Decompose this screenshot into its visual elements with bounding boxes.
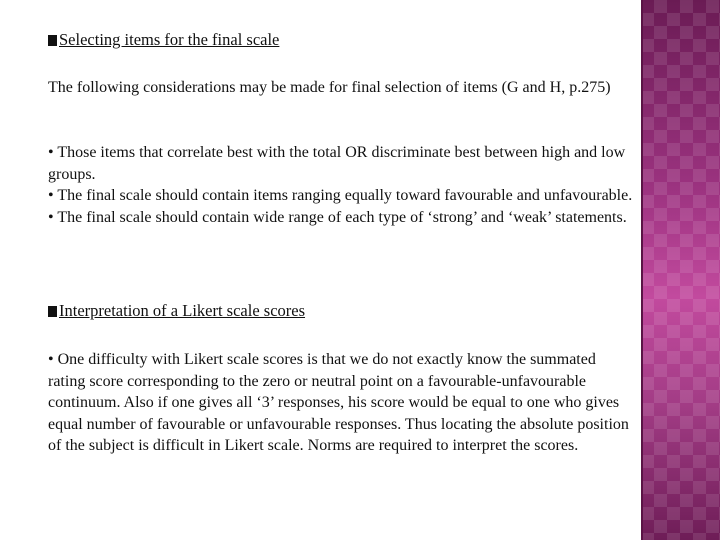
bullet-item: • Those items that correlate best with the total OR discriminate best between high and low groups.	[48, 144, 626, 183]
square-bullet-icon	[48, 306, 57, 317]
square-bullet-icon	[48, 35, 57, 46]
section1-bullet-list	[48, 142, 633, 228]
bullet-item: • The final scale should contain wide range of each type of ‘strong’ and ‘weak’ statements.	[48, 208, 627, 226]
decorative-sidebar	[641, 0, 720, 540]
section1-intro: The following considerations may be made for final selection of items (G and H, p.275)	[48, 79, 611, 96]
section1-heading-text: Selecting items for the final scale	[59, 30, 280, 49]
sidebar-edge	[641, 0, 643, 540]
section2-body: • One difficulty with Likert scale scores is that we do not exactly know the summated rating score corresponding to the zero or neutral point on a favourable-unfavourable continuum. Also if one gives all ‘3’ responses, his score would be equal to one who gives equal number of favourable or unfavourable responses. Thus locating the absolute position of the subject is difficult in Likert scale. Norms are required to interpret the scores.	[48, 351, 629, 455]
section2-heading-text: Interpretation of a Likert scale scores	[59, 301, 306, 320]
section1-heading	[48, 30, 279, 50]
bullet-item: • The final scale should contain items ranging equally toward favourable and unfavourable.	[48, 187, 633, 205]
section2-heading	[48, 301, 305, 321]
